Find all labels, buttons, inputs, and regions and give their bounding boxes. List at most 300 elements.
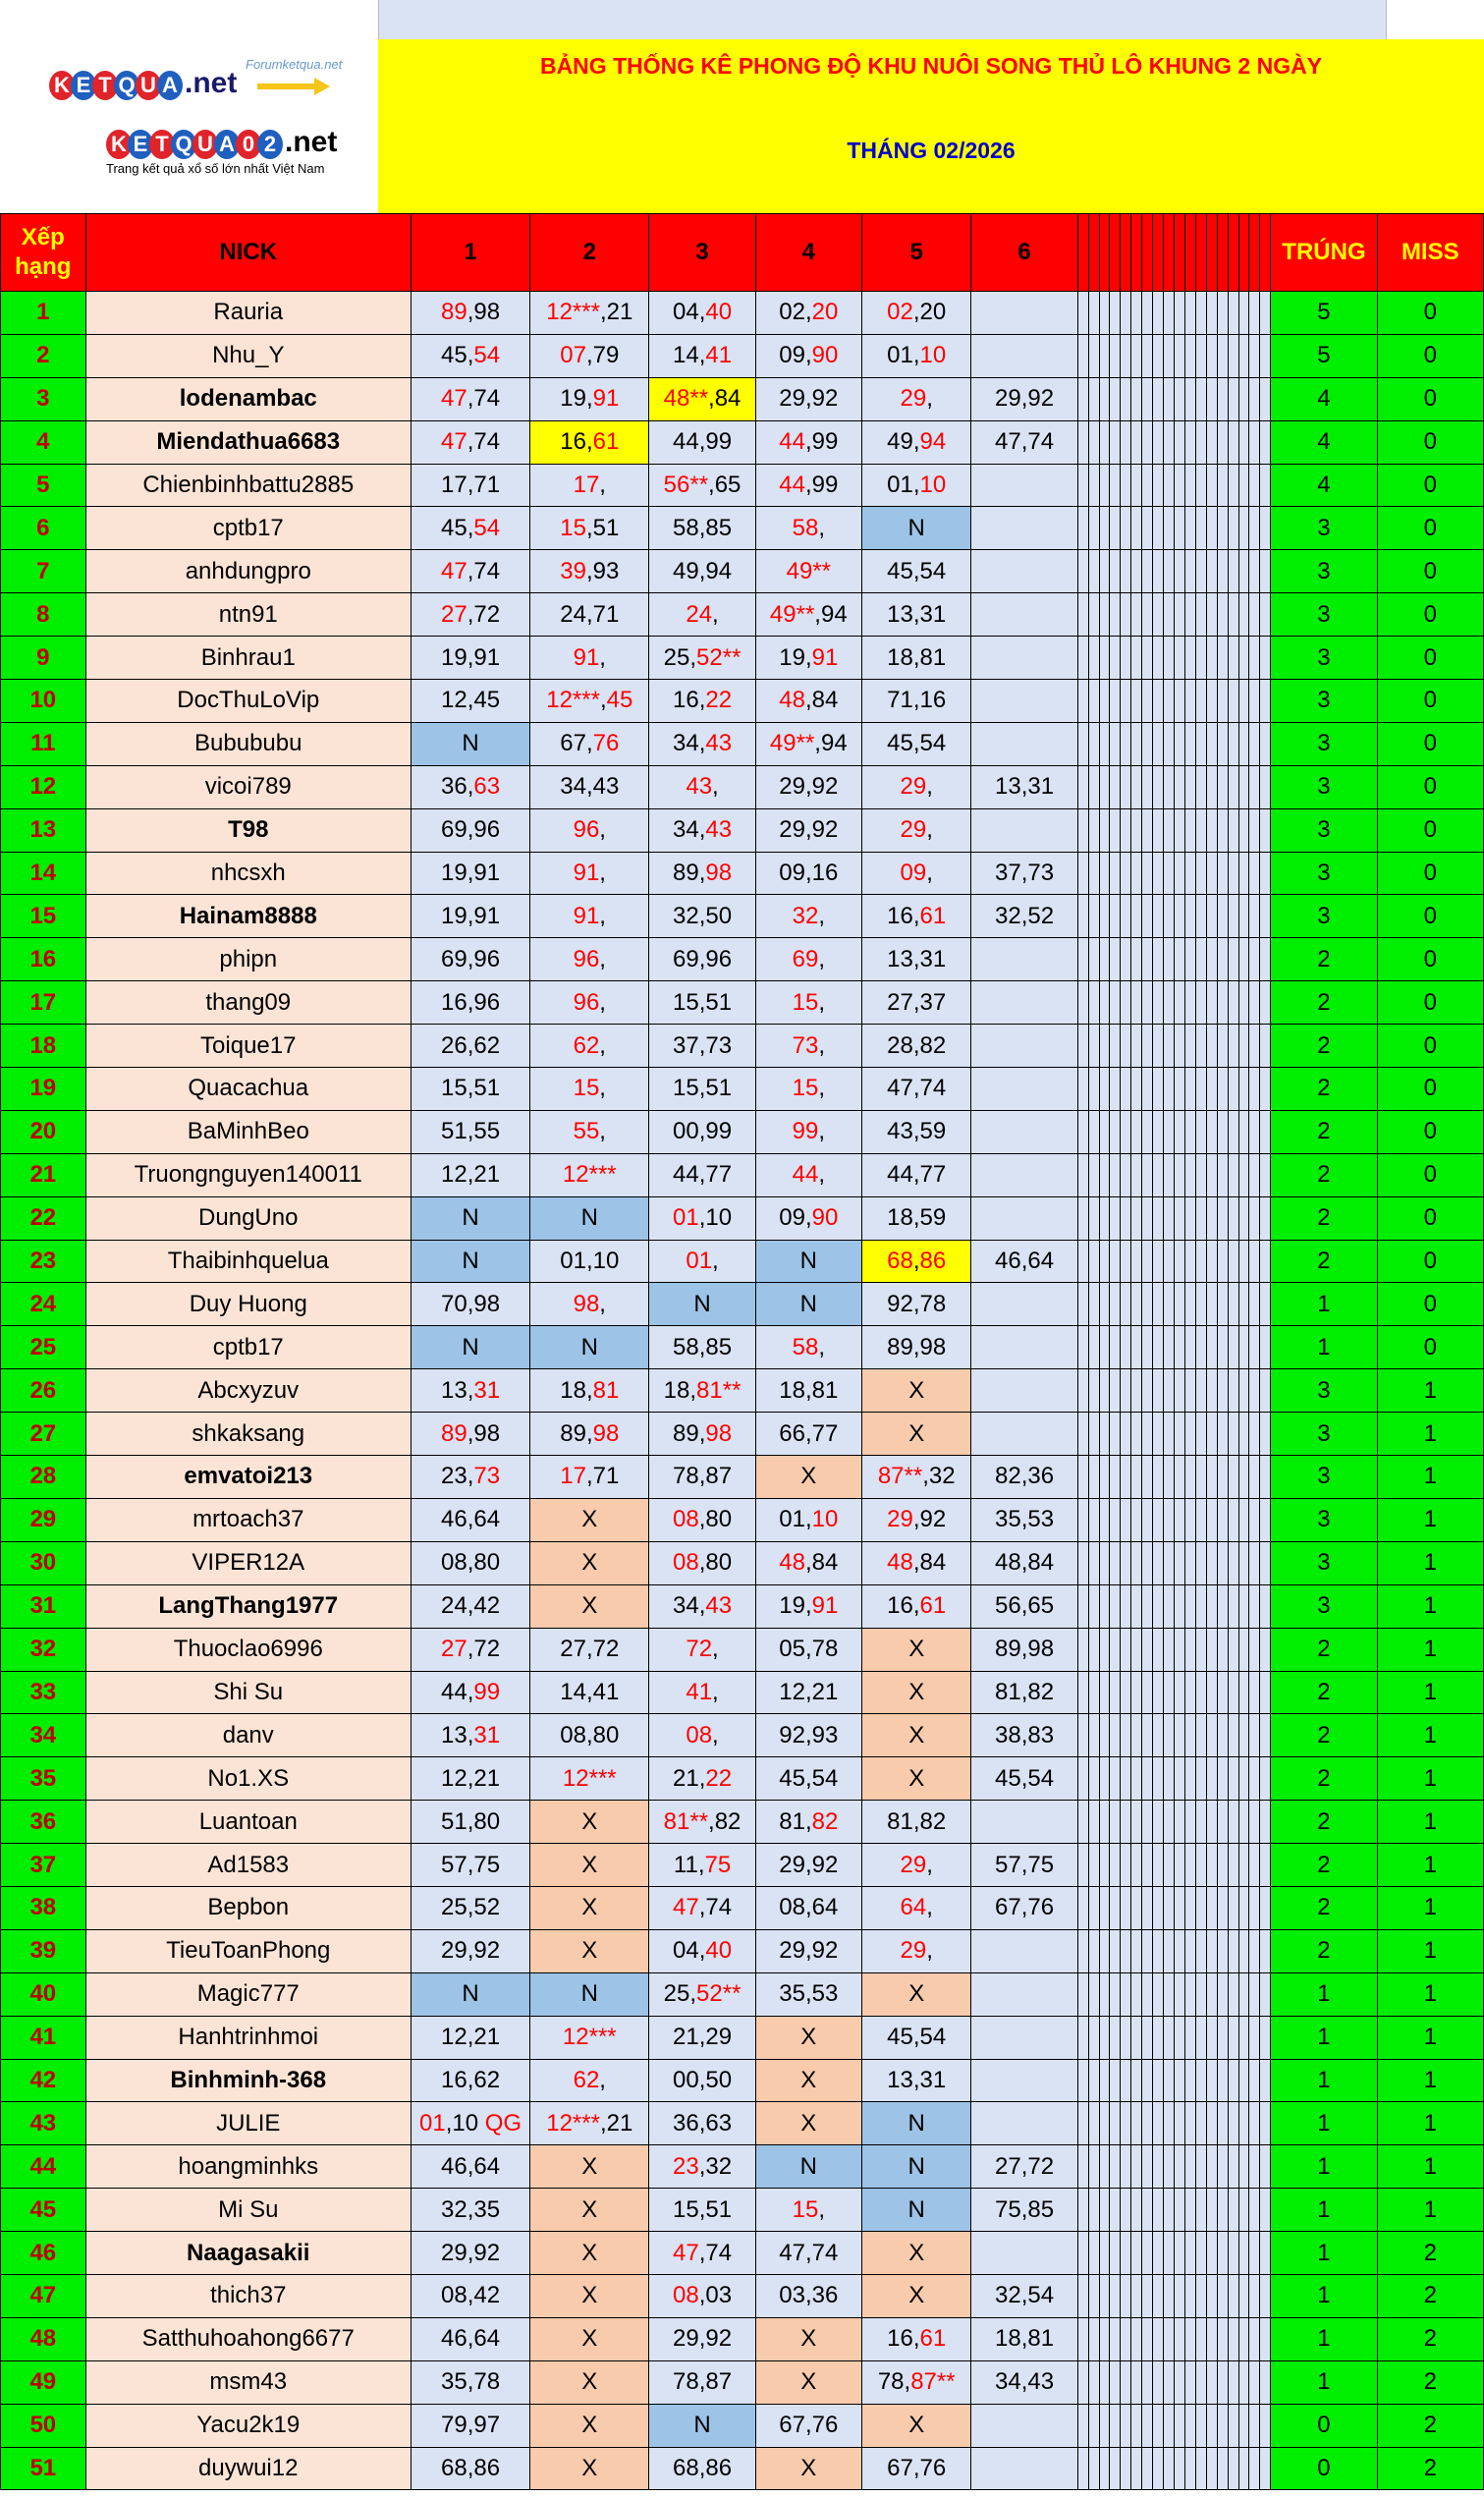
empty-day-cell xyxy=(1175,2447,1185,2490)
empty-day-cell xyxy=(1164,1886,1175,1929)
empty-day-cell xyxy=(1121,637,1131,680)
empty-day-cell xyxy=(1164,1628,1175,1671)
col-header-d2[interactable]: 2 xyxy=(530,214,649,292)
col-header-d3[interactable]: 3 xyxy=(649,214,755,292)
empty-day-cell xyxy=(1110,2189,1121,2232)
empty-day-cell xyxy=(1164,2059,1175,2102)
day-5-cell: 43,59 xyxy=(861,1110,971,1153)
empty-day-cell xyxy=(1249,981,1260,1025)
empty-day-cell xyxy=(1228,420,1238,464)
empty-day-cell xyxy=(1142,1801,1153,1844)
hit-count: 1 xyxy=(1271,2102,1377,2145)
empty-day-cell xyxy=(1249,1541,1260,1584)
empty-day-cell xyxy=(1142,1714,1153,1757)
empty-day-cell xyxy=(1217,593,1228,637)
empty-day-cell xyxy=(1206,1326,1217,1369)
empty-day-cell xyxy=(1217,1757,1228,1801)
day-4-cell: 44,99 xyxy=(755,464,861,507)
empty-day-cell xyxy=(1195,1283,1206,1326)
day-5-cell: N xyxy=(861,2145,971,2189)
empty-day-cell xyxy=(1184,1240,1195,1283)
day-2-cell: 39,93 xyxy=(530,550,649,593)
day-1-cell: 08,80 xyxy=(411,1541,529,1584)
empty-day-cell xyxy=(1099,1801,1110,1844)
empty-day-cell xyxy=(1238,2102,1249,2145)
nick-cell[interactable]: Toique17 xyxy=(85,1025,411,1068)
table-row xyxy=(1,1714,1484,1757)
empty-day-cell xyxy=(1195,938,1206,981)
empty-day-cell xyxy=(1238,1196,1249,1240)
empty-day-cell xyxy=(1228,1068,1238,1111)
nick-cell[interactable]: Duy Huong xyxy=(85,1283,411,1326)
empty-day-cell xyxy=(1153,593,1164,637)
nick-cell[interactable]: Magic777 xyxy=(85,1972,411,2016)
empty-day-cell xyxy=(1077,2189,1088,2232)
empty-day-cell xyxy=(1184,2016,1195,2059)
nick-cell[interactable]: Truongnguyen140011 xyxy=(85,1153,411,1196)
nick-cell[interactable]: Chienbinhbattu2885 xyxy=(85,464,411,507)
empty-day-cell xyxy=(1142,1972,1153,2016)
empty-day-cell xyxy=(1164,1413,1175,1456)
rank-cell: 39 xyxy=(1,1929,86,1972)
day-1-cell: 51,80 xyxy=(411,1801,529,1844)
nick-cell[interactable]: Thuoclao6996 xyxy=(85,1628,411,1671)
empty-day-cell xyxy=(1228,981,1238,1025)
empty-day-cell xyxy=(1110,2102,1121,2145)
table-row xyxy=(1,1456,1484,1499)
empty-day-cell xyxy=(1217,852,1228,895)
empty-day-cell xyxy=(1206,2145,1217,2189)
empty-day-cell xyxy=(1099,464,1110,507)
nick-cell[interactable]: LangThang1977 xyxy=(85,1584,411,1628)
day-6-cell: 45,54 xyxy=(971,1757,1077,1801)
empty-day-cell xyxy=(1099,507,1110,550)
empty-day-cell xyxy=(1195,1110,1206,1153)
empty-day-cell xyxy=(1206,808,1217,852)
empty-day-cell xyxy=(1164,1025,1175,1068)
empty-day-cell xyxy=(1175,464,1185,507)
nick-cell[interactable]: Hanhtrinhmoi xyxy=(85,2016,411,2059)
nick-cell[interactable]: No1.XS xyxy=(85,1757,411,1801)
table-row xyxy=(1,1972,1484,2016)
empty-day-cell xyxy=(1142,981,1153,1025)
empty-day-cell xyxy=(1217,1369,1228,1413)
day-1-cell: 68,86 xyxy=(411,2447,529,2490)
empty-day-cell xyxy=(1121,1283,1131,1326)
empty-day-cell xyxy=(1260,420,1271,464)
nick-cell[interactable]: danv xyxy=(85,1714,411,1757)
nick-cell[interactable]: nhcsxh xyxy=(85,852,411,895)
empty-day-cell xyxy=(1142,808,1153,852)
hit-count: 2 xyxy=(1271,1240,1377,1283)
empty-day-cell xyxy=(1184,593,1195,637)
empty-day-cell xyxy=(1142,637,1153,680)
nick-cell[interactable]: hoangminhks xyxy=(85,2145,411,2189)
empty-day-cell xyxy=(1206,2447,1217,2490)
forum-logo-text[interactable]: Forumketqua.net xyxy=(246,57,343,72)
miss-count: 1 xyxy=(1377,2189,1483,2232)
empty-day-cell xyxy=(1260,550,1271,593)
empty-day-cell xyxy=(1249,1671,1260,1714)
empty-day-cell xyxy=(1153,938,1164,981)
empty-day-cell xyxy=(1175,1240,1185,1283)
empty-day-cell xyxy=(1184,722,1195,765)
empty-day-cell xyxy=(1153,765,1164,808)
nick-cell[interactable]: cptb17 xyxy=(85,507,411,550)
hit-count: 2 xyxy=(1271,1196,1377,1240)
empty-day-cell xyxy=(1164,2145,1175,2189)
day-6-cell: 32,54 xyxy=(971,2274,1077,2317)
empty-day-cell xyxy=(1142,1413,1153,1456)
empty-day-cell xyxy=(1217,1456,1228,1499)
empty-day-cell xyxy=(1121,1413,1131,1456)
empty-day-cell xyxy=(1249,1757,1260,1801)
nick-cell[interactable]: Bubububu xyxy=(85,722,411,765)
empty-day-cell xyxy=(1088,1283,1099,1326)
nick-cell[interactable]: phipn xyxy=(85,938,411,981)
nick-cell[interactable]: VIPER12A xyxy=(85,1541,411,1584)
empty-day-cell xyxy=(1217,2145,1228,2189)
empty-day-cell xyxy=(1249,2016,1260,2059)
empty-day-cell xyxy=(1217,2274,1228,2317)
nick-cell[interactable]: duywui12 xyxy=(85,2447,411,2490)
empty-day-cell xyxy=(1088,1801,1099,1844)
hit-count: 4 xyxy=(1271,464,1377,507)
nick-cell[interactable]: Rauria xyxy=(85,292,411,335)
empty-day-cell xyxy=(1099,1929,1110,1972)
hit-count: 1 xyxy=(1271,2059,1377,2102)
empty-day-cell xyxy=(1131,1456,1142,1499)
day-1-cell: 32,35 xyxy=(411,2189,529,2232)
empty-day-header xyxy=(1206,214,1217,292)
empty-day-cell xyxy=(1260,1498,1271,1541)
empty-day-cell xyxy=(1217,334,1228,377)
hit-count: 0 xyxy=(1271,2404,1377,2447)
empty-day-cell xyxy=(1131,2145,1142,2189)
empty-day-cell xyxy=(1077,1456,1088,1499)
empty-day-cell xyxy=(1184,1757,1195,1801)
nick-cell[interactable]: JULIE xyxy=(85,2102,411,2145)
empty-day-cell xyxy=(1206,1929,1217,1972)
empty-day-header xyxy=(1142,214,1153,292)
nick-cell[interactable]: Thaibinhquelua xyxy=(85,1240,411,1283)
nick-cell[interactable]: T98 xyxy=(85,808,411,852)
day-3-cell: 08, xyxy=(649,1714,755,1757)
nick-cell[interactable]: Luantoan xyxy=(85,1801,411,1844)
empty-day-cell xyxy=(1121,1584,1131,1628)
day-1-cell: 12,21 xyxy=(411,2016,529,2059)
empty-day-cell xyxy=(1249,1886,1260,1929)
day-1-cell: 47,74 xyxy=(411,377,529,420)
day-2-cell: X xyxy=(530,2360,649,2404)
miss-count: 1 xyxy=(1377,1886,1483,1929)
day-5-cell: 18,59 xyxy=(861,1196,971,1240)
day-2-cell: 96, xyxy=(530,938,649,981)
nick-cell[interactable]: thang09 xyxy=(85,981,411,1025)
empty-day-cell xyxy=(1088,420,1099,464)
empty-day-cell xyxy=(1131,637,1142,680)
hit-count: 3 xyxy=(1271,1369,1377,1413)
day-1-cell: 13,31 xyxy=(411,1369,529,1413)
empty-day-cell xyxy=(1153,1110,1164,1153)
day-1-cell: 27,72 xyxy=(411,1628,529,1671)
empty-day-cell xyxy=(1077,1886,1088,1929)
empty-day-cell xyxy=(1099,1413,1110,1456)
col-header-d6[interactable]: 6 xyxy=(971,214,1077,292)
empty-day-cell xyxy=(1217,377,1228,420)
empty-day-cell xyxy=(1164,2360,1175,2404)
nick-cell[interactable]: mrtoach37 xyxy=(85,1498,411,1541)
table-row xyxy=(1,722,1484,765)
empty-day-cell xyxy=(1206,1025,1217,1068)
col-header-d4[interactable]: 4 xyxy=(755,214,861,292)
empty-day-cell xyxy=(1099,292,1110,335)
day-4-cell: 49**,94 xyxy=(755,722,861,765)
empty-day-cell xyxy=(1238,334,1249,377)
empty-day-cell xyxy=(1099,1628,1110,1671)
empty-day-cell xyxy=(1228,2059,1238,2102)
day-3-cell: 25,52** xyxy=(649,637,755,680)
empty-day-cell xyxy=(1164,2102,1175,2145)
empty-day-cell xyxy=(1131,938,1142,981)
hit-count: 3 xyxy=(1271,593,1377,637)
empty-day-cell xyxy=(1184,377,1195,420)
nick-cell[interactable]: Mi Su xyxy=(85,2189,411,2232)
empty-day-cell xyxy=(1249,1801,1260,1844)
empty-day-cell xyxy=(1110,1413,1121,1456)
month-label: THÁNG 02/2026 xyxy=(847,138,1016,163)
miss-count: 0 xyxy=(1377,1283,1483,1326)
logo-tagline: Trang kết quả xổ số lớn nhất Việt Nam xyxy=(106,161,325,176)
empty-day-header xyxy=(1184,214,1195,292)
nick-cell[interactable]: cptb17 xyxy=(85,1326,411,1369)
nick-cell[interactable]: Binhminh-368 xyxy=(85,2059,411,2102)
nick-cell[interactable]: ntn91 xyxy=(85,593,411,637)
empty-day-cell xyxy=(1088,2059,1099,2102)
empty-day-cell xyxy=(1249,2360,1260,2404)
empty-day-cell xyxy=(1206,292,1217,335)
day-1-cell: 12,45 xyxy=(411,680,529,723)
day-3-cell: 04,40 xyxy=(649,1929,755,1972)
nick-cell[interactable]: thich37 xyxy=(85,2274,411,2317)
col-header-hit[interactable]: TRÚNG xyxy=(1271,214,1377,292)
empty-day-cell xyxy=(1184,1541,1195,1584)
nick-cell[interactable]: Bepbon xyxy=(85,1886,411,1929)
rank-cell: 48 xyxy=(1,2317,86,2360)
empty-day-cell xyxy=(1249,2447,1260,2490)
day-6-cell xyxy=(971,808,1077,852)
nick-cell[interactable]: Yacu2k19 xyxy=(85,2404,411,2447)
empty-day-cell xyxy=(1206,550,1217,593)
nick-cell[interactable]: TieuToanPhong xyxy=(85,1929,411,1972)
empty-day-cell xyxy=(1217,1584,1228,1628)
empty-day-cell xyxy=(1153,464,1164,507)
col-header-rank[interactable]: Xếp hạng xyxy=(1,214,86,292)
day-4-cell: 29,92 xyxy=(755,765,861,808)
miss-count: 0 xyxy=(1377,680,1483,723)
nick-cell[interactable]: Quacachua xyxy=(85,1068,411,1111)
empty-day-cell xyxy=(1228,680,1238,723)
empty-day-cell xyxy=(1260,2317,1271,2360)
empty-day-cell xyxy=(1077,2232,1088,2275)
empty-day-cell xyxy=(1077,2102,1088,2145)
day-5-cell: N xyxy=(861,507,971,550)
empty-day-cell xyxy=(1260,2189,1271,2232)
empty-day-cell xyxy=(1238,1714,1249,1757)
empty-day-cell xyxy=(1088,1886,1099,1929)
empty-day-cell xyxy=(1110,2447,1121,2490)
nick-cell[interactable]: Hainam8888 xyxy=(85,895,411,938)
day-3-cell: 21,22 xyxy=(649,1757,755,1801)
nick-cell[interactable]: DungUno xyxy=(85,1196,411,1240)
empty-day-cell xyxy=(1088,1628,1099,1671)
empty-day-cell xyxy=(1184,895,1195,938)
empty-day-cell xyxy=(1228,334,1238,377)
table-row xyxy=(1,1929,1484,1972)
miss-count: 1 xyxy=(1377,2016,1483,2059)
day-4-cell: X xyxy=(755,2317,861,2360)
empty-day-cell xyxy=(1217,1498,1228,1541)
empty-day-cell xyxy=(1088,2102,1099,2145)
col-header-nick[interactable]: NICK xyxy=(85,214,411,292)
nick-cell[interactable]: vicoi789 xyxy=(85,765,411,808)
day-1-cell: 89,98 xyxy=(411,1413,529,1456)
empty-day-cell xyxy=(1217,2447,1228,2490)
day-3-cell: 49,94 xyxy=(649,550,755,593)
empty-day-cell xyxy=(1142,2189,1153,2232)
empty-day-cell xyxy=(1121,2404,1131,2447)
empty-day-cell xyxy=(1142,1929,1153,1972)
empty-day-cell xyxy=(1110,1801,1121,1844)
logo-letter-icon: Q xyxy=(114,71,139,100)
miss-count: 2 xyxy=(1377,2360,1483,2404)
empty-day-cell xyxy=(1195,1025,1206,1068)
nick-cell[interactable]: BaMinhBeo xyxy=(85,1110,411,1153)
empty-day-cell xyxy=(1164,1844,1175,1887)
empty-day-cell xyxy=(1142,2360,1153,2404)
empty-day-cell xyxy=(1206,1541,1217,1584)
empty-day-cell xyxy=(1184,1326,1195,1369)
empty-day-cell xyxy=(1175,334,1185,377)
nick-cell[interactable]: DocThuLoVip xyxy=(85,680,411,723)
empty-day-cell xyxy=(1260,1671,1271,1714)
rank-cell: 17 xyxy=(1,981,86,1025)
miss-count: 1 xyxy=(1377,2102,1483,2145)
rank-cell: 49 xyxy=(1,2360,86,2404)
empty-day-cell xyxy=(1131,2102,1142,2145)
day-4-cell: 49**,94 xyxy=(755,593,861,637)
day-3-cell: 24, xyxy=(649,593,755,637)
col-header-d1[interactable]: 1 xyxy=(411,214,529,292)
empty-day-cell xyxy=(1228,593,1238,637)
empty-day-cell xyxy=(1142,1068,1153,1111)
nick-cell[interactable]: msm43 xyxy=(85,2360,411,2404)
col-header-d5[interactable]: 5 xyxy=(861,214,971,292)
day-4-cell: 73, xyxy=(755,1025,861,1068)
day-6-cell: 32,52 xyxy=(971,895,1077,938)
empty-day-cell xyxy=(1088,1068,1099,1111)
empty-day-cell xyxy=(1110,2232,1121,2275)
day-4-cell: 81,82 xyxy=(755,1801,861,1844)
empty-day-cell xyxy=(1249,1369,1260,1413)
rank-cell: 23 xyxy=(1,1240,86,1283)
day-4-cell: 09,16 xyxy=(755,852,861,895)
nick-cell[interactable]: shkaksang xyxy=(85,1413,411,1456)
empty-day-cell xyxy=(1184,852,1195,895)
nick-cell[interactable]: anhdungpro xyxy=(85,550,411,593)
miss-count: 0 xyxy=(1377,1025,1483,1068)
nick-cell[interactable]: lodenambac xyxy=(85,377,411,420)
nick-cell[interactable]: Naagasakii xyxy=(85,2232,411,2275)
empty-day-cell xyxy=(1121,808,1131,852)
nick-cell[interactable]: Abcxyzuv xyxy=(85,1369,411,1413)
empty-day-cell xyxy=(1121,1326,1131,1369)
empty-day-cell xyxy=(1228,1671,1238,1714)
day-3-cell: 41, xyxy=(649,1671,755,1714)
empty-day-cell xyxy=(1238,420,1249,464)
hit-count: 3 xyxy=(1271,1456,1377,1499)
empty-day-cell xyxy=(1131,1541,1142,1584)
nick-cell[interactable]: Satthuhoahong6677 xyxy=(85,2317,411,2360)
empty-day-cell xyxy=(1249,1584,1260,1628)
day-5-cell: X xyxy=(861,1757,971,1801)
empty-day-cell xyxy=(1077,2274,1088,2317)
nick-cell[interactable]: Nhu_Y xyxy=(85,334,411,377)
nick-cell[interactable]: Ad1583 xyxy=(85,1844,411,1887)
day-4-cell: X xyxy=(755,1456,861,1499)
col-header-miss[interactable]: MISS xyxy=(1377,214,1483,292)
day-3-cell: 47,74 xyxy=(649,1886,755,1929)
empty-day-cell xyxy=(1249,1025,1260,1068)
nick-cell[interactable]: Miendathua6683 xyxy=(85,420,411,464)
empty-day-cell xyxy=(1077,1584,1088,1628)
nick-cell[interactable]: emvatoi213 xyxy=(85,1456,411,1499)
empty-day-cell xyxy=(1238,1326,1249,1369)
empty-day-cell xyxy=(1142,550,1153,593)
empty-day-cell xyxy=(1228,722,1238,765)
empty-day-cell xyxy=(1184,1628,1195,1671)
hit-count: 3 xyxy=(1271,680,1377,723)
empty-day-cell xyxy=(1206,1413,1217,1456)
empty-day-cell xyxy=(1121,2102,1131,2145)
day-4-cell: 15, xyxy=(755,981,861,1025)
empty-day-cell xyxy=(1142,1456,1153,1499)
empty-day-cell xyxy=(1077,1153,1088,1196)
day-5-cell: 09, xyxy=(861,852,971,895)
empty-day-cell xyxy=(1153,507,1164,550)
day-2-cell: X xyxy=(530,2404,649,2447)
empty-day-header xyxy=(1153,214,1164,292)
empty-day-cell xyxy=(1249,808,1260,852)
empty-day-cell xyxy=(1206,1972,1217,2016)
nick-cell[interactable]: Shi Su xyxy=(85,1671,411,1714)
empty-day-cell xyxy=(1206,852,1217,895)
day-1-cell: 08,42 xyxy=(411,2274,529,2317)
hit-count: 1 xyxy=(1271,2317,1377,2360)
empty-day-cell xyxy=(1099,1972,1110,2016)
empty-day-cell xyxy=(1260,852,1271,895)
empty-day-cell xyxy=(1131,1110,1142,1153)
empty-day-cell xyxy=(1195,2360,1206,2404)
table-row xyxy=(1,593,1484,637)
empty-day-cell xyxy=(1238,1025,1249,1068)
rank-cell: 47 xyxy=(1,2274,86,2317)
hit-count: 4 xyxy=(1271,420,1377,464)
nick-cell[interactable]: Binhrau1 xyxy=(85,637,411,680)
miss-count: 0 xyxy=(1377,722,1483,765)
empty-day-cell xyxy=(1195,1196,1206,1240)
empty-day-cell xyxy=(1164,550,1175,593)
